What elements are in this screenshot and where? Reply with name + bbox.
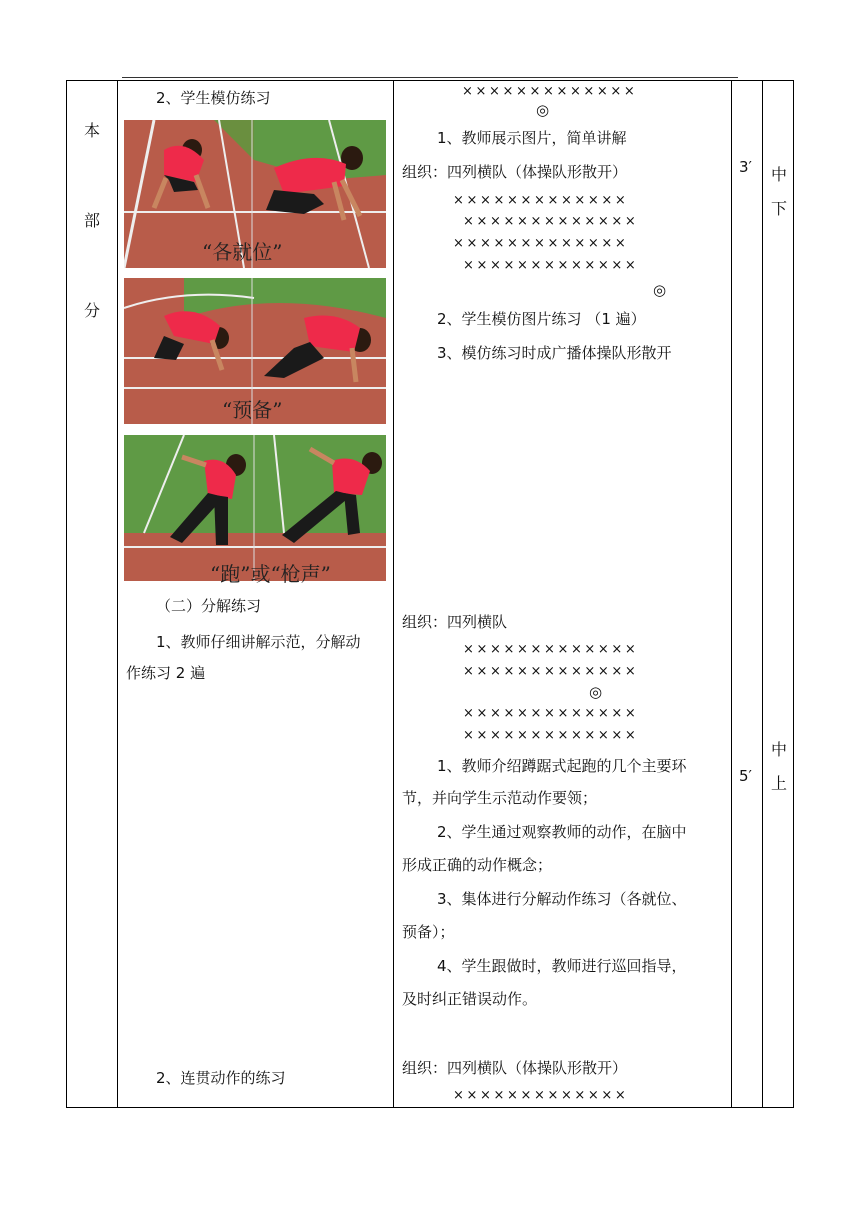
- procedure-3-line1: 3、集体进行分解动作练习（各就位、: [437, 890, 687, 908]
- intensity-2b: 上: [770, 774, 787, 793]
- intensity-1a: 中: [770, 165, 787, 184]
- photo2-caption: “预备”: [222, 398, 283, 422]
- item-continuous: 2、连贯动作的练习: [156, 1069, 286, 1087]
- org-2: 组织：四列横队: [402, 613, 508, 631]
- intensity-2a: 中: [770, 740, 787, 759]
- procedure-4-line1: 4、学生跟做时，教师进行巡回指导，: [437, 957, 687, 975]
- org2-row-2: ×××××××××××××: [463, 664, 639, 679]
- col-border-3: [731, 80, 732, 1108]
- org3-row-1: ×××××××××××××: [453, 1088, 629, 1103]
- procedure-1-line2: 节，并向学生示范动作要领；: [402, 789, 598, 807]
- org1-row-1: ×××××××××××××: [453, 193, 629, 208]
- item2-title: 2、学生模仿练习: [156, 89, 271, 107]
- org1-row-4: ×××××××××××××: [463, 258, 639, 273]
- table-bottom-border: [66, 1107, 794, 1108]
- col-border-1: [117, 80, 118, 1108]
- procedure-3-line2: 预备）；: [402, 923, 455, 941]
- sub2-item1-line2: 作练习 2 遍: [126, 664, 206, 682]
- top-teacher-mark: ◎: [536, 101, 550, 119]
- table-top-border-shadow: [122, 77, 738, 78]
- procedure-4-line2: 及时纠正错误动作。: [402, 990, 538, 1008]
- col-border-0: [66, 80, 67, 1108]
- photo3-caption: “跑”或“枪声”: [210, 562, 331, 586]
- org2-teacher-mark: ◎: [589, 683, 603, 701]
- table-top-border: [66, 80, 794, 81]
- procedure-2-line2: 形成正确的动作概念；: [402, 856, 553, 874]
- procedure-2-line1: 2、学生通过观察教师的动作，在脑中: [437, 823, 687, 841]
- col-border-5: [793, 80, 794, 1108]
- top-xrow: ×××××××××××××: [462, 84, 638, 99]
- procedure-1-line1: 1、教师介绍蹲踞式起跑的几个主要环: [437, 757, 687, 775]
- section-char-2: 部: [83, 211, 100, 230]
- col-border-4: [762, 80, 763, 1108]
- section-char-3: 分: [83, 301, 100, 320]
- org1-row-2: ×××××××××××××: [463, 214, 639, 229]
- org2-row-1: ×××××××××××××: [463, 642, 639, 657]
- org-3: 组织：四列横队（体操队形散开）: [402, 1059, 628, 1077]
- org1-teacher-mark: ◎: [653, 281, 667, 299]
- photo1-caption: “各就位”: [202, 240, 283, 264]
- col-border-2: [393, 80, 394, 1108]
- method-2: 2、学生模仿图片练习 （1 遍）: [437, 310, 646, 328]
- org2-row-4: ×××××××××××××: [463, 728, 639, 743]
- org1-row-3: ×××××××××××××: [453, 236, 629, 251]
- sub2-item1-line1: 1、教师仔细讲解示范，分解动: [156, 633, 361, 651]
- time-1: 3′: [739, 158, 752, 176]
- section-char-1: 本: [83, 121, 100, 140]
- method-1: 1、教师展示图片，简单讲解: [437, 129, 627, 147]
- org2-row-3: ×××××××××××××: [463, 706, 639, 721]
- intensity-1b: 下: [770, 199, 787, 218]
- sub2-title: （二）分解练习: [156, 597, 262, 615]
- org-1: 组织：四列横队（体操队形散开）: [402, 163, 628, 181]
- time-2: 5′: [739, 767, 752, 785]
- method-3: 3、模仿练习时成广播体操队形散开: [437, 344, 672, 362]
